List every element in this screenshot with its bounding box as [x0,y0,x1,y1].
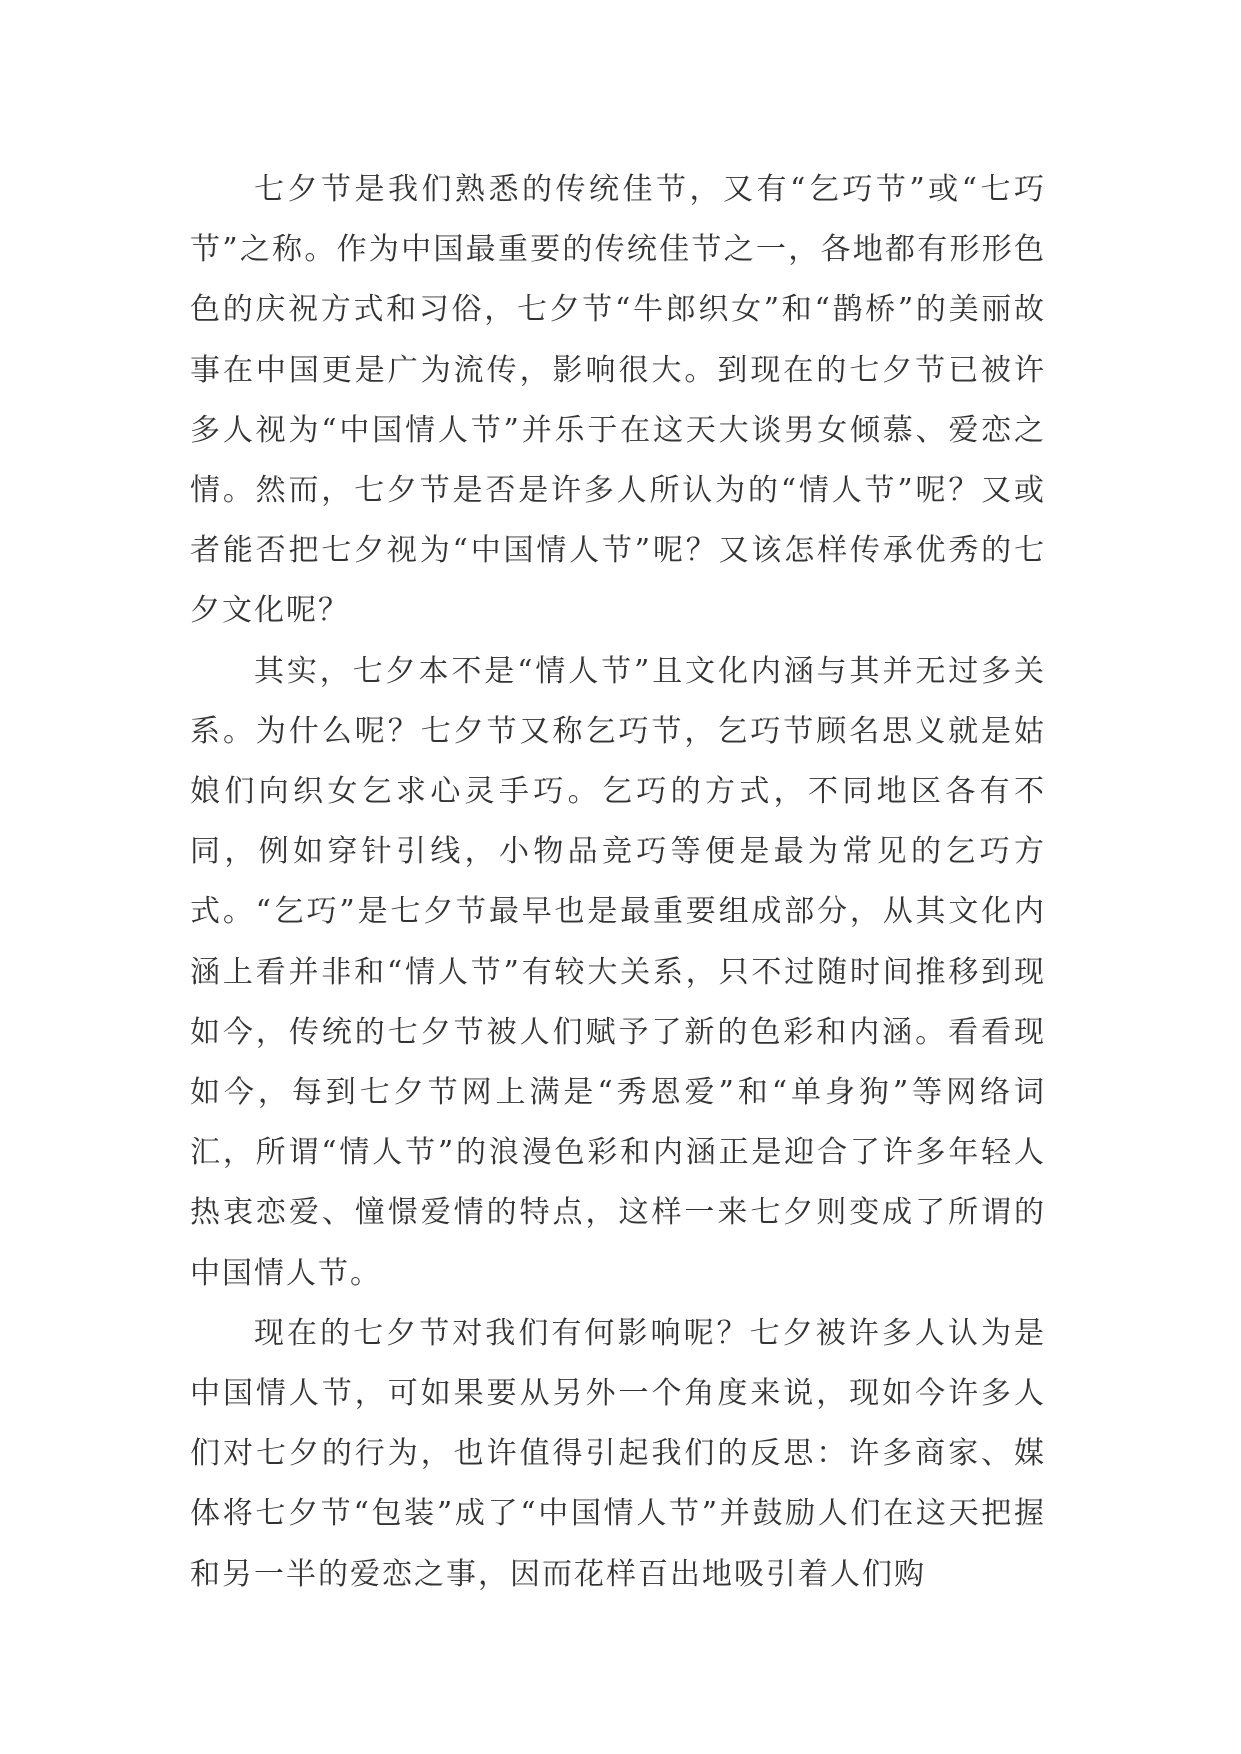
paragraph-2: 其实，七夕本不是“情人节”且文化内涵与其并无过多关系。为什么呢？七夕节又称乞巧节，乞巧节顾名思义就是姑娘们向织女乞求心灵手巧。乞巧的方式，不同地区各有不同，例如穿针引线，小物品竞巧等便是最为常见的乞巧方式。“乞巧”是七夕节最早也是最重要组成部分，从其文化内涵上看并非和“情人节”有较大关系，只不过随时间推移到现如今，传统的七夕节被人们赋予了新的色彩和内涵。看看现如今，每到七夕节网上满是“秀恩爱”和“单身狗”等网络词汇，所谓“情人节”的浪漫色彩和内涵正是迎合了许多年轻人热衷恋爱、憧憬爱情的特点，这样一来七夕则变成了所谓的中国情人节。 [190,653,1046,1291]
document-body [190,160,1046,1605]
paragraph-1: 七夕节是我们熟悉的传统佳节，又有“乞巧节”或“七巧节”之称。作为中国最重要的传统佳节之一，各地都有形形色色的庆祝方式和习俗，七夕节“牛郎织女”和“鹊桥”的美丽故事在中国更是广为流传，影响很大。到现在的七夕节已被许多人视为“中国情人节”并乐于在这天大谈男女倾慕、爱恋之情。然而，七夕节是否是许多人所认为的“情人节”呢？又或者能否把七夕视为“中国情人节”呢？又该怎样传承优秀的七夕文化呢？ [190,172,1046,629]
paragraph-3: 现在的七夕节对我们有何影响呢？七夕被许多人认为是中国情人节，可如果要从另外一个角度来说，现如今许多人们对七夕的行为，也许值得引起我们的反思：许多商家、媒体将七夕节“包装”成了“中国情人节”并鼓励人们在这天把握和另一半的爱恋之事，因而花样百出地吸引着人们购 [190,1315,1046,1592]
